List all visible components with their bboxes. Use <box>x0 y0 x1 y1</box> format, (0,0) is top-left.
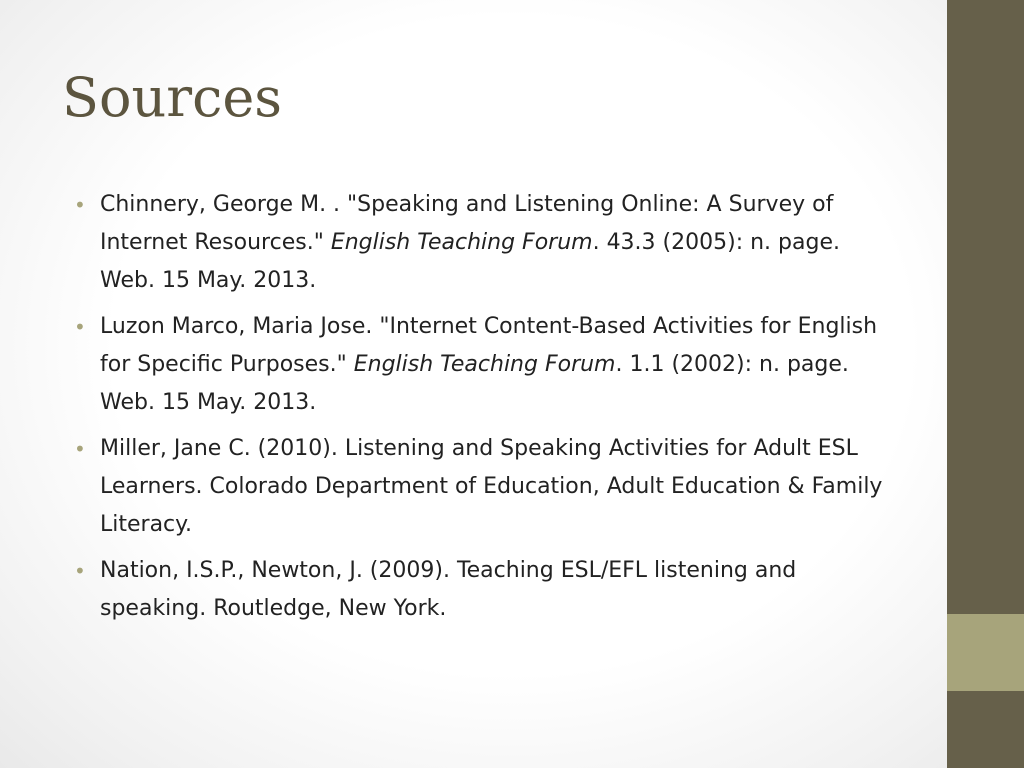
slide-title: Sources <box>62 66 283 129</box>
citation-journal: English Teaching Forum <box>330 230 593 255</box>
source-citation <box>100 314 877 415</box>
citation-details: . 1.1 (2002): n. page. Web. 15 May. 2013. <box>100 352 849 415</box>
decorative-sidebar <box>947 0 1024 768</box>
source-item <box>72 552 892 628</box>
source-citation <box>100 558 796 621</box>
sources-list <box>72 186 892 636</box>
citation-text: Luzon Marco, Maria Jose. "Internet Content-Based Activities for English for Specific Purposes." <box>100 314 878 377</box>
citation-journal: English Teaching Forum <box>353 352 616 377</box>
citation-text: Miller, Jane C. (2010). Listening and Speaking Activities for Adult ESL Learners. Colorado Department of Education, Adult Education & Family Literacy. <box>100 436 883 537</box>
bullet-icon: • <box>74 437 86 461</box>
source-item <box>72 186 892 300</box>
bullet-icon: • <box>74 315 86 339</box>
sidebar-accent-block <box>947 614 1024 691</box>
bullet-icon: • <box>74 193 86 217</box>
citation-text: Nation, I.S.P., Newton, J. (2009). Teaching ESL/EFL listening and speaking. Routledge, New York. <box>100 558 797 621</box>
citation-details: . 43.3 (2005): n. page. Web. 15 May. 2013. <box>100 230 840 293</box>
source-item <box>72 430 892 544</box>
source-citation <box>100 192 840 293</box>
bullet-icon: • <box>74 559 86 583</box>
source-citation <box>100 436 882 537</box>
source-item <box>72 308 892 422</box>
citation-text: Chinnery, George M. . "Speaking and Listening Online: A Survey of Internet Resources." <box>100 192 834 255</box>
